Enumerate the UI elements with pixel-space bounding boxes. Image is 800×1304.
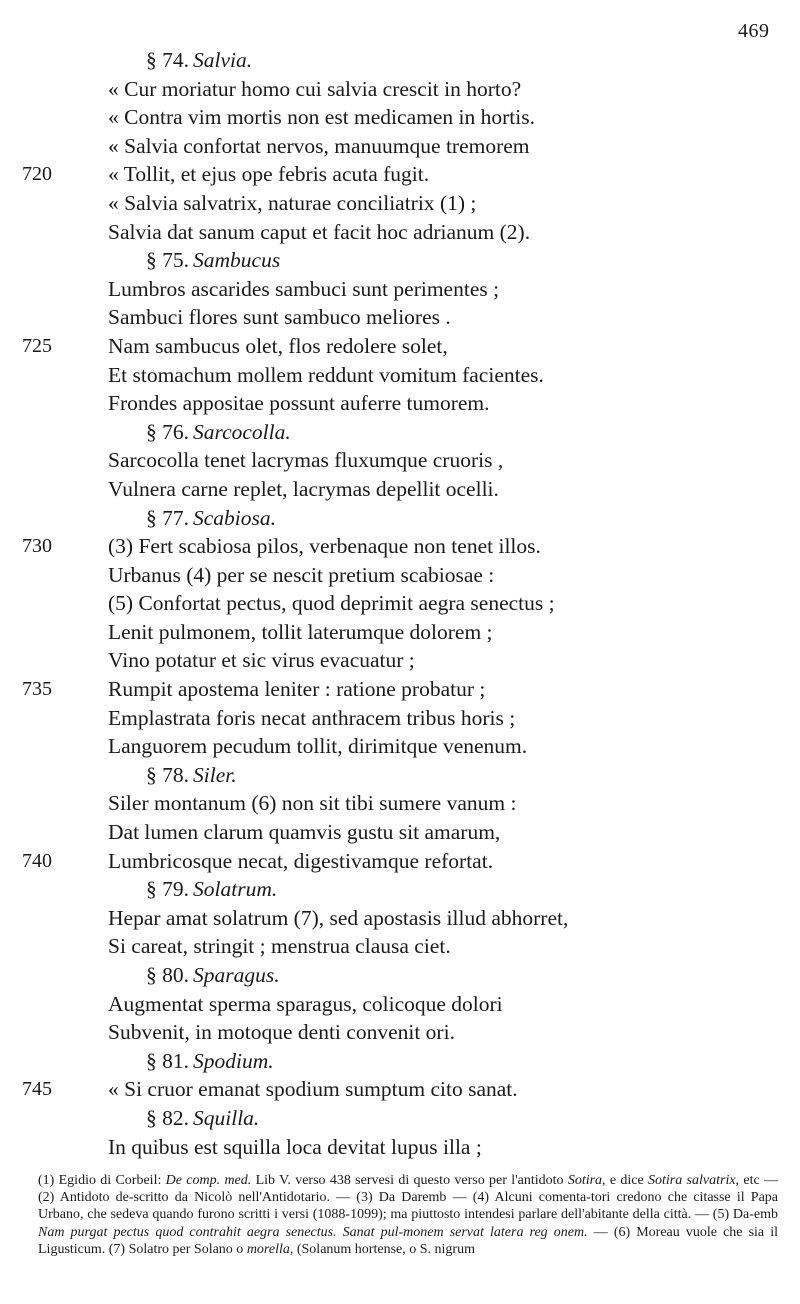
- verse-text: (5) Confortat pectus, quod deprimit aegra senectus ;: [108, 591, 555, 616]
- section-title: Sarcocolla.: [193, 419, 291, 444]
- verse-line: [0, 849, 800, 878]
- section-title: Squilla.: [193, 1105, 260, 1130]
- verse-line: [0, 363, 800, 392]
- line-number: 745: [22, 1078, 52, 1101]
- footnote-work-title: De comp. med.: [165, 1173, 252, 1188]
- verse-line: [0, 277, 800, 306]
- verse-text: Sarcocolla tenet lacrymas fluxumque cruoris ,: [108, 448, 504, 473]
- verse-text: Lumbros ascarides sambuci sunt perimentes ;: [108, 276, 500, 301]
- section-title: Solatrum.: [193, 877, 278, 902]
- footnote-text: , (Solanum hortense, o S. nigrum: [289, 1241, 475, 1257]
- section-heading: [0, 506, 800, 535]
- verse-line: [0, 477, 800, 506]
- verse-text: « Cur moriatur homo cui salvia crescit in horto?: [108, 76, 522, 101]
- verse-line: [0, 992, 800, 1021]
- section-heading: [0, 1049, 800, 1078]
- line-number: 725: [22, 334, 52, 357]
- section-number: § 80.: [146, 963, 189, 987]
- verse-text: Emplastrata foris necat anthracem tribus horis ;: [108, 705, 516, 730]
- verse-line: [0, 105, 800, 134]
- section-title: Siler.: [193, 762, 237, 787]
- section-heading-text: [146, 48, 252, 73]
- verse-text: Languorem pecudum tollit, dirimitque venenum.: [108, 734, 528, 759]
- verse-line: [0, 191, 800, 220]
- line-number: 730: [22, 535, 52, 558]
- verse-line: [0, 534, 800, 563]
- section-title: Salvia.: [193, 48, 253, 72]
- section-number: § 77.: [146, 505, 189, 530]
- verse-text: Si careat, stringit ; menstrua clausa ciet.: [108, 934, 451, 959]
- verse-text: Salvia dat sanum caput et facit hoc adrianum (2).: [108, 219, 531, 244]
- section-heading: [0, 420, 800, 449]
- section-number: § 75.: [146, 248, 189, 273]
- footnote-text: Lib V. verso 438 servesi di questo verso per l'antidoto: [255, 1173, 564, 1188]
- verse-line: [0, 620, 800, 649]
- verse-line: [0, 162, 800, 191]
- section-number: § 81.: [146, 1048, 189, 1073]
- verse-line: [0, 334, 800, 363]
- section-heading-text: [146, 506, 276, 531]
- verse-line: [0, 305, 800, 334]
- verse-line: [0, 734, 800, 763]
- footnote-italic: Nam purgat pectus quod contrahit aegra senectus. Sanat pul-monem servat latera reg onem.: [38, 1224, 588, 1240]
- footnotes: [38, 1172, 778, 1258]
- footnote-text: (1) Egidio di Corbeil:: [38, 1173, 162, 1188]
- verse-line: [0, 1020, 800, 1049]
- section-heading: [0, 963, 800, 992]
- verse-text: « Tollit, et ejus ope febris acuta fugit.: [108, 162, 430, 187]
- line-number: 740: [22, 849, 52, 872]
- section-heading-text: [146, 877, 277, 902]
- verse-text: « Contra vim mortis non est medicamen in hortis.: [108, 105, 535, 130]
- section-title: Scabiosa.: [193, 505, 277, 530]
- poem-body: [0, 48, 800, 1163]
- verse-line: [0, 448, 800, 477]
- verse-text: Et stomachum mollem reddunt vomitum facientes.: [108, 362, 544, 387]
- verse-line: [0, 1077, 800, 1106]
- page-number: 469: [738, 20, 770, 42]
- verse-text: Vino potatur et sic virus evacuatur ;: [108, 648, 415, 673]
- section-number: § 82.: [146, 1105, 189, 1130]
- verse-text: « Salvia salvatrix, naturae conciliatrix (1) ;: [108, 190, 477, 215]
- verse-text: Rumpit apostema leniter : ratione probatur ;: [108, 677, 486, 702]
- verse-line: [0, 648, 800, 677]
- verse-text: Sambuci flores sunt sambuco meliores .: [108, 305, 451, 330]
- verse-text: (3) Fert scabiosa pilos, verbenaque non tenet illos.: [108, 534, 541, 559]
- section-heading-text: [146, 420, 291, 445]
- section-heading: [0, 248, 800, 277]
- verse-line: [0, 591, 800, 620]
- verse-text: « Salvia confortat nervos, manuumque tremorem: [108, 133, 530, 158]
- verse-text: « Si cruor emanat spodium sumptum cito sanat.: [108, 1077, 518, 1102]
- verse-text: Siler montanum (6) non sit tibi sumere vanum :: [108, 791, 517, 816]
- verse-line: [0, 1135, 800, 1164]
- section-heading-text: [146, 1049, 274, 1074]
- section-heading: [0, 763, 800, 792]
- verse-text: Dat lumen clarum quamvis gustu sit amarum,: [108, 820, 501, 845]
- verse-text: Subvenit, in motoque denti convenit ori.: [108, 1020, 455, 1045]
- footnote-text: , etc — (2) Antidoto de-scritto da Nicolò nell'Antidotario. — (3) Da Daremb — (4) Alcuni comenta-tori credono che citasse il Papa Urbano, che sedeva quando furono scritti i versi (1088-1099); ma piuttosto intendesi parlare dell'abitante della città. — (5) Da-emb: [38, 1173, 778, 1223]
- verse-text: Nam sambucus olet, flos redolere solet,: [108, 333, 448, 358]
- section-heading-text: [146, 248, 280, 273]
- verse-line: [0, 934, 800, 963]
- section-number: § 79.: [146, 877, 189, 902]
- section-heading-text: [146, 763, 237, 788]
- footnote-italic: morella: [246, 1241, 290, 1257]
- verse-line: [0, 677, 800, 706]
- section-title: Sparagus.: [193, 963, 280, 987]
- footnote-italic: Sotira salvatrix: [648, 1173, 736, 1188]
- verse-line: [0, 220, 800, 249]
- verse-text: In quibus est squilla loca devitat lupus illa ;: [108, 1134, 482, 1159]
- verse-line: [0, 906, 800, 935]
- line-number: 720: [22, 163, 52, 186]
- section-heading: [0, 877, 800, 906]
- section-heading-text: [146, 963, 280, 988]
- footnote-text: — (6) Moreau vuole che sia il Ligusticum. (7) Solatro per Solano o: [38, 1224, 779, 1257]
- section-heading: [0, 48, 800, 77]
- verse-text: Lumbricosque necat, digestivamque refortat.: [108, 848, 494, 873]
- verse-line: [0, 563, 800, 592]
- verse-text: Augmentat sperma sparagus, colicoque dolori: [108, 991, 503, 1016]
- footnote-text: , e dice: [602, 1173, 644, 1188]
- section-number: § 76.: [146, 419, 189, 444]
- section-number: § 78.: [146, 762, 189, 787]
- verse-line: [0, 791, 800, 820]
- footnote-italic: Sotira: [567, 1173, 603, 1188]
- section-heading-text: [146, 1106, 259, 1131]
- verse-text: Frondes appositae possunt auferre tumorem.: [108, 391, 490, 416]
- section-heading: [0, 1106, 800, 1135]
- verse-line: [0, 391, 800, 420]
- verse-line: [0, 820, 800, 849]
- section-title: Sambucus: [193, 248, 281, 273]
- verse-line: [0, 706, 800, 735]
- verse-text: Urbanus (4) per se nescit pretium scabiosae :: [108, 562, 495, 587]
- line-number: 735: [22, 678, 52, 701]
- section-title: Spodium.: [193, 1048, 274, 1073]
- verse-text: Lenit pulmonem, tollit laterumque dolorem ;: [108, 619, 493, 644]
- verse-line: [0, 77, 800, 106]
- section-number: § 74.: [146, 48, 189, 72]
- verse-text: Hepar amat solatrum (7), sed apostasis illud abhorret,: [108, 905, 569, 930]
- verse-line: [0, 134, 800, 163]
- verse-text: Vulnera carne replet, lacrymas depellit ocelli.: [108, 476, 499, 501]
